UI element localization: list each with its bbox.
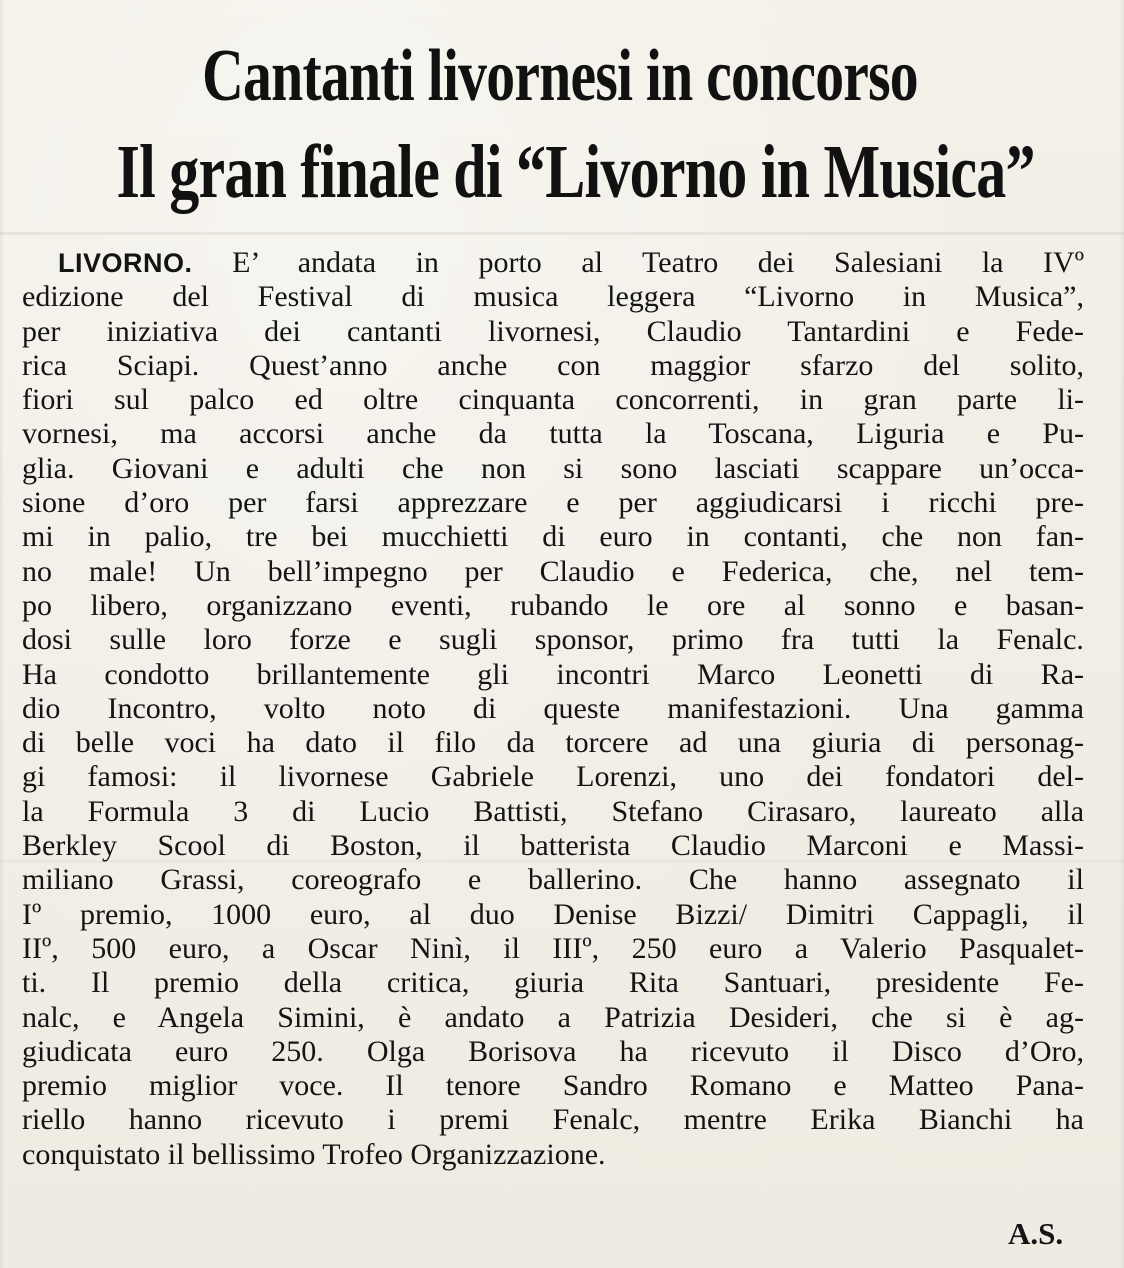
article-line: ti. Il premio della critica, giuria Rita Santuari, presidente Fe- [22,966,1084,1000]
article-line: fiori sul palco ed oltre cinquanta concorrenti, in gran parte li- [22,383,1084,417]
article-line: rica Sciapi. Quest’anno anche con maggior sfarzo del solito, [22,348,1084,382]
author-byline: A.S. [1008,1216,1064,1251]
headline-line-1: Cantanti livornesi in concorso [202,35,918,117]
article-line: IIº, 500 euro, a Oscar Ninì, il IIIº, 250 euro a Valerio Pasqualet- [22,931,1084,965]
article-line: dio Incontro, volto noto di queste manifestazioni. Una gamma [22,691,1084,725]
article-line: edizione del Festival di musica leggera “Livorno in Musica”, [22,280,1084,314]
article-line: riello hanno ricevuto i premi Fenalc, mentre Erika Bianchi ha [22,1103,1084,1137]
article-line: miliano Grassi, coreografo e ballerino. Che hanno assegnato il [22,863,1084,897]
article-line: di belle voci ha dato il filo da torcere ad una giuria di personag- [22,726,1084,760]
article-line: gi famosi: il livornese Gabriele Lorenzi, uno dei fondatori del- [22,760,1084,794]
article-line: Iº premio, 1000 euro, al duo Denise Bizzi/ Dimitri Cappagli, il [22,897,1084,931]
article-line: no male! Un bell’impegno per Claudio e Federica, che, nel tem- [22,554,1084,588]
article-line: Ha condotto brillantemente gli incontri Marco Leonetti di Ra- [22,657,1084,691]
paper-edge-shadow [0,0,4,1268]
article-line: la Formula 3 di Lucio Battisti, Stefano Cirasaro, laureato alla [22,794,1084,828]
article-line: nalc, e Angela Simini, è andato a Patrizia Desideri, che si è ag- [22,1000,1084,1034]
headline-line-2: Il gran finale di “Livorno in Musica” [116,130,1035,214]
article-line: dosi sulle loro forze e sugli sponsor, primo fra tutti la Fenalc. [22,623,1084,657]
article-line-text: E’ andata in porto al Teatro dei Salesiani la IVº [232,246,1084,279]
paper-fold-line [0,232,1124,235]
article-line: mi in palio, tre bei mucchietti di euro in contanti, che non fan- [22,520,1084,554]
article-line: Berkley Scool di Boston, il batterista Claudio Marconi e Massi- [22,829,1084,863]
article-line: conquistato il bellissimo Trofeo Organizzazione. [22,1137,606,1171]
article-body [22,246,1084,1172]
article-line: per iniziativa dei cantanti livornesi, Claudio Tantardini e Fede- [22,314,1084,348]
article-line: giudicata euro 250. Olga Borisova ha ricevuto il Disco d’Oro, [22,1034,1084,1068]
article-line: vornesi, ma accorsi anche da tutta la Toscana, Liguria e Pu- [22,417,1084,451]
dateline: LIVORNO. [58,248,193,278]
article-line: premio miglior voce. Il tenore Sandro Romano e Matteo Pana- [22,1069,1084,1103]
article-line: glia. Giovani e adulti che non si sono lasciati scappare un’occa- [22,451,1084,485]
article-line [22,246,1084,280]
article-line: sione d’oro per farsi apprezzare e per aggiudicarsi i ricchi pre- [22,486,1084,520]
article-line: po libero, organizzano eventi, rubando le ore al sonno e basan- [22,588,1084,622]
paper-edge-shadow [1120,0,1124,1268]
